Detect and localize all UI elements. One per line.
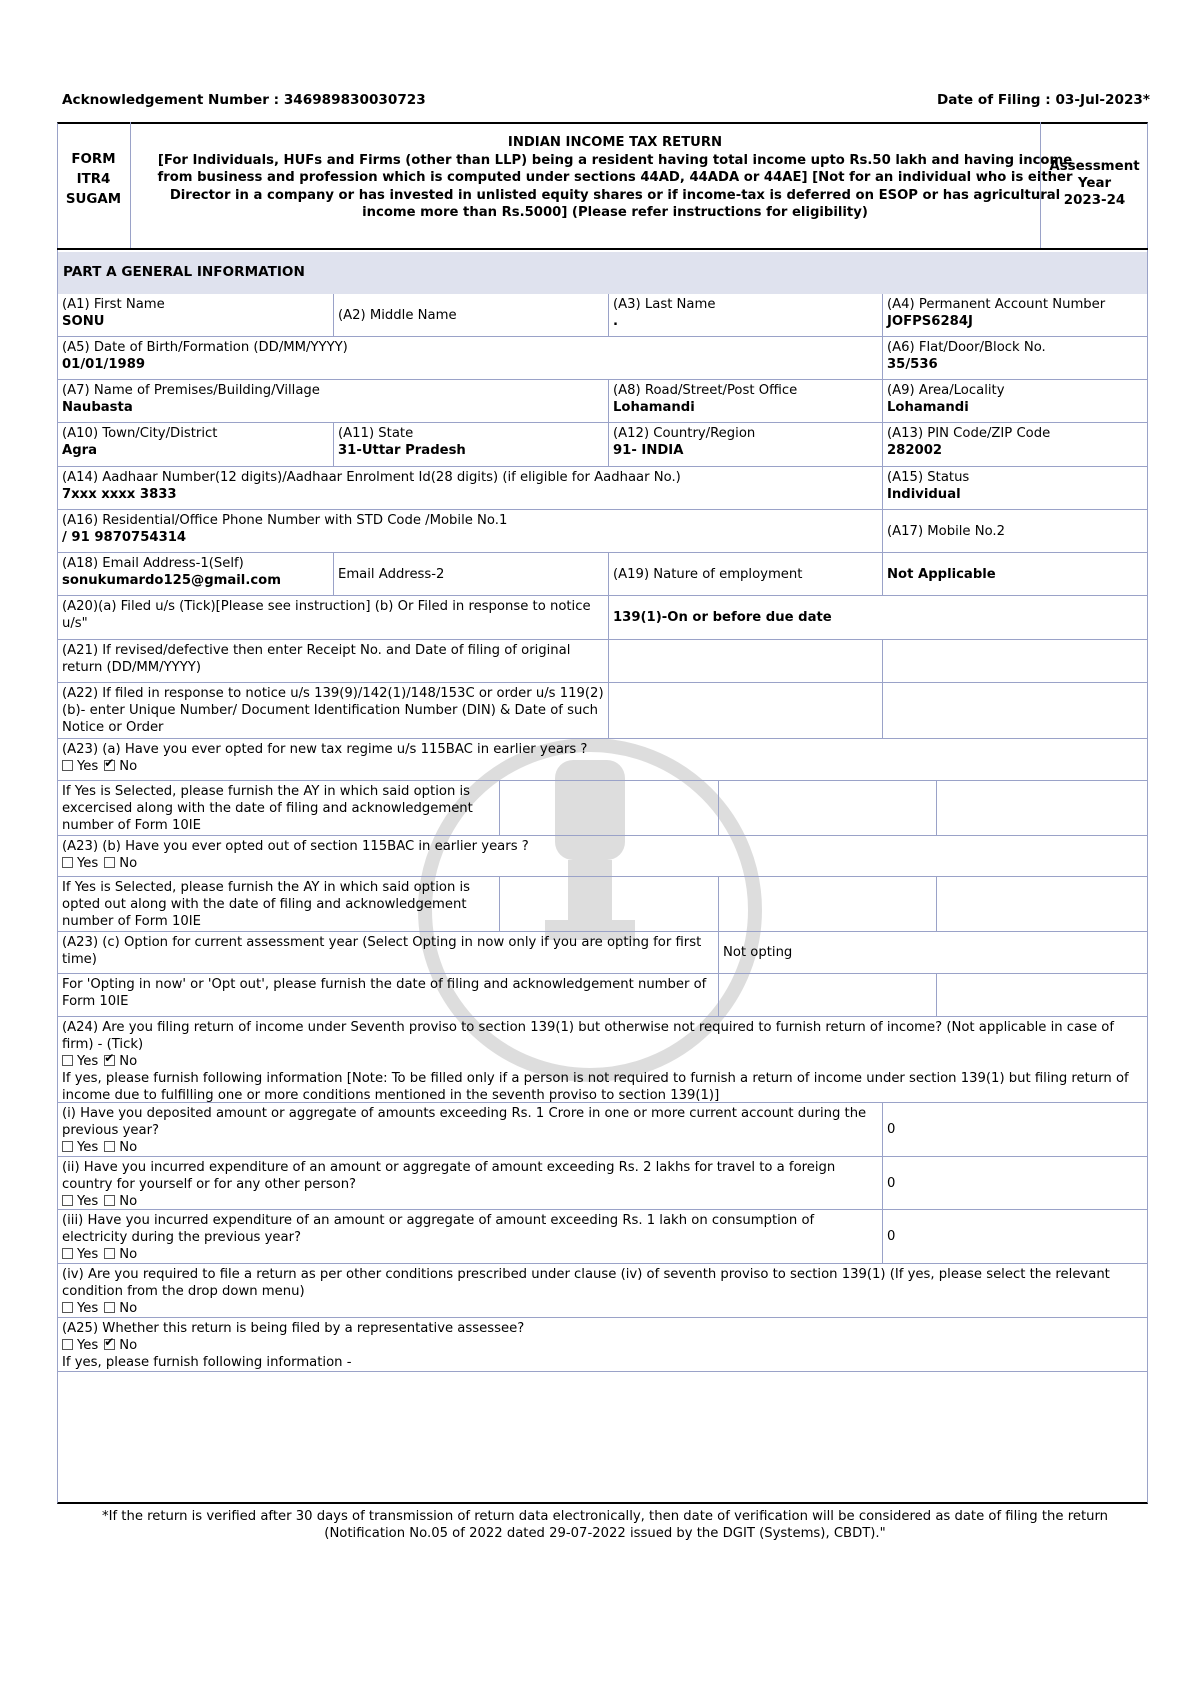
assessment-year (1040, 122, 1148, 248)
ack-label: Acknowledgement Number : (62, 92, 280, 108)
ack-value: 346989830030723 (283, 92, 426, 108)
no-option (104, 1338, 143, 1353)
q3-no-checkbox[interactable] (104, 1248, 115, 1259)
new-tax-regime-date (719, 781, 937, 836)
field-notice-din (609, 683, 883, 739)
yes-option (62, 1140, 104, 1155)
question-opted-out (58, 836, 1147, 877)
field-last-name (609, 294, 883, 337)
field-label: (A13) PIN Code/ZIP Code (887, 426, 1051, 441)
field-value: 0 (887, 1175, 896, 1191)
question-current-account-deposit (58, 1103, 883, 1157)
part-a-header: PART A GENERAL INFORMATION (58, 252, 1147, 294)
field-phone (58, 510, 883, 553)
field-filed-under-section-value (609, 596, 1147, 640)
option-label: No (119, 1140, 138, 1155)
field-value: Not opting (723, 945, 793, 960)
date-of-filing (937, 92, 1150, 108)
option-label: No (119, 1247, 138, 1262)
field-value: 282002 (887, 443, 943, 458)
question-label: (A23) (c) Option for current assessment year (Select Opting in now only if you are opting for first time) (62, 935, 702, 967)
question-label: (A23) (b) Have you ever opted out of section 115BAC in earlier years ? (62, 839, 529, 854)
form-subtitle-text: [For Individuals, HUFs and Firms (other than LLP) being a resident having total income upto Rs.50 lakh and having income from business and profession which is computed under sections 44AD, 44ADA or 44AE] [Not for an individual who is either Director in a company or has invested in unlisted equity shares or if income-tax is deferred on ESOP or has agricultural income more than Rs.5000] (Please refer instructions for eligibility) (157, 152, 1073, 220)
q4-yes-checkbox[interactable] (62, 1302, 73, 1313)
field-label: If Yes is Selected, please furnish the AY in which said option is excercised along with the date of filing and acknowledgement number of Form 10IE (62, 784, 473, 833)
yes-option (62, 1301, 104, 1316)
q2-yes-checkbox[interactable] (62, 1195, 73, 1206)
a23a-yes-checkbox[interactable] (62, 760, 73, 771)
field-premises (58, 380, 609, 423)
option-label: Yes (77, 1054, 99, 1069)
question-current-year-option (58, 932, 719, 974)
ay-line: Assessment (1049, 159, 1140, 174)
field-label: (A21) If revised/defective then enter Receipt No. and Date of filing of original return (DD/MM/YYYY) (62, 643, 571, 675)
question-other-conditions (58, 1264, 1147, 1318)
field-value: 31-Uttar Pradesh (338, 443, 466, 458)
field-value: JOFPS6284J (887, 314, 973, 329)
field-revised-receipt (609, 640, 883, 683)
footnote: *If the return is verified after 30 days of transmission of return data electronically, then date of verification will be considered as date of filing the return (Notification No.05 of 2022 dated 29-07-2022 issued by the DGIT (Systems), CBDT)." (101, 1509, 1109, 1541)
field-middle-name (334, 294, 609, 337)
q4-no-checkbox[interactable] (104, 1302, 115, 1313)
field-mobile-2 (883, 510, 1147, 553)
field-label: (A17) Mobile No.2 (887, 523, 1006, 539)
field-nature-of-employment-value (883, 553, 1147, 596)
yes-option (62, 759, 104, 774)
ay-line: Year (1077, 176, 1112, 191)
option-label: Yes (77, 1338, 99, 1353)
field-aadhaar (58, 467, 883, 510)
field-label: (A10) Town/City/District (62, 426, 218, 441)
field-label: (A5) Date of Birth/Formation (DD/MM/YYYY) (62, 340, 348, 355)
current-year-option-details (58, 974, 719, 1017)
field-label: (A16) Residential/Office Phone Number with STD Code /Mobile No.1 (62, 513, 508, 528)
question-foreign-travel (58, 1157, 883, 1210)
current-year-option-value (719, 932, 1147, 974)
field-label: (A8) Road/Street/Post Office (613, 383, 798, 398)
a24-yes-checkbox[interactable] (62, 1055, 73, 1066)
field-notice-date (883, 683, 1147, 739)
question-label: (A23) (a) Have you ever opted for new tax regime u/s 115BAC in earlier years ? (62, 742, 588, 757)
field-filed-under-section (58, 596, 609, 640)
question-seventh-proviso (58, 1017, 1147, 1103)
field-value: Not Applicable (887, 566, 996, 582)
question-note: If yes, please furnish following information [Note: To be filled only if a person is not required to furnish a return of income under section 139(1) but filing return of income due to fulfilling one or more conditions mentioned in the seventh proviso to section 139(1)] (62, 1071, 1129, 1103)
field-status (883, 467, 1147, 510)
yes-option (62, 1338, 104, 1353)
new-tax-regime-ay (500, 781, 719, 836)
field-label: (A20)(a) Filed u/s (Tick)[Please see instruction] (b) Or Filed in response to notice u/s" (62, 599, 591, 631)
field-revised-return (58, 640, 609, 683)
opted-out-details (58, 877, 500, 932)
question-new-tax-regime (58, 739, 1147, 781)
field-value: sonukumardo125@gmail.com (62, 573, 281, 588)
option-label: No (119, 1338, 138, 1353)
field-label: (A2) Middle Name (338, 307, 457, 323)
field-flat-door (883, 337, 1147, 380)
form-id-line: FORM (71, 152, 116, 167)
field-country (609, 423, 883, 467)
new-tax-regime-ack (937, 781, 1147, 836)
field-pin-code (883, 423, 1147, 467)
field-value: / 91 9870754314 (62, 530, 187, 545)
option-label: No (119, 759, 138, 774)
filing-label: Date of Filing : (936, 92, 1051, 108)
electricity-amount (883, 1210, 1147, 1264)
new-tax-regime-details (58, 781, 500, 836)
no-option (104, 1247, 143, 1262)
q2-no-checkbox[interactable] (104, 1195, 115, 1206)
option-label: No (119, 1194, 138, 1209)
field-value: Lohamandi (613, 400, 695, 415)
field-value: 35/536 (887, 357, 938, 372)
q1-no-checkbox[interactable] (104, 1141, 115, 1152)
opted-out-ay (500, 877, 719, 932)
form-title-box (57, 122, 1148, 250)
form-title (131, 122, 1099, 248)
field-label: (A18) Email Address-1(Self) (62, 556, 244, 571)
yes-option (62, 856, 104, 871)
a23a-no-checkbox[interactable] (104, 760, 115, 771)
yes-option (62, 1194, 104, 1209)
field-value: 0 (887, 1229, 896, 1244)
opted-out-date (719, 877, 937, 932)
field-road-street (609, 380, 883, 423)
option-label: No (119, 1301, 138, 1316)
option-label: Yes (77, 856, 99, 871)
field-state (334, 423, 609, 467)
field-label: (A19) Nature of employment (613, 566, 803, 582)
field-label: (A11) State (338, 426, 414, 441)
no-option (104, 1140, 143, 1155)
field-pan (883, 294, 1147, 337)
field-date-of-birth (58, 337, 883, 380)
field-label: If Yes is Selected, please furnish the AY in which said option is opted out along with the date of filing and acknowledgement number of Form 10IE (62, 880, 471, 929)
question-representative-assessee (58, 1318, 1147, 1372)
question-label: (A25) Whether this return is being filed by a representative assessee? (62, 1321, 525, 1336)
field-label: (A6) Flat/Door/Block No. (887, 340, 1046, 355)
acknowledgement-number (62, 92, 426, 108)
no-option (104, 1054, 143, 1069)
question-label: (i) Have you deposited amount or aggregate of amounts exceeding Rs. 1 Crore in one or more current account during the previous year? (62, 1106, 867, 1138)
field-label: (A7) Name of Premises/Building/Village (62, 383, 320, 398)
field-value: Individual (887, 487, 961, 502)
option-label: Yes (77, 1247, 99, 1262)
opted-out-ack (937, 877, 1147, 932)
field-value: 91- INDIA (613, 443, 684, 458)
option-label: No (119, 856, 138, 871)
field-value: SONU (62, 314, 105, 329)
form-id-line: SUGAM (65, 192, 122, 207)
field-label: (A12) Country/Region (613, 426, 756, 441)
option-label: Yes (77, 1140, 99, 1155)
field-revised-date (883, 640, 1147, 683)
field-email-2 (334, 553, 609, 596)
field-label: (A3) Last Name (613, 297, 716, 312)
field-value: Lohamandi (887, 400, 969, 415)
no-option (104, 856, 143, 871)
current-year-option-date (719, 974, 937, 1017)
yes-option (62, 1054, 104, 1069)
field-town-city (58, 423, 334, 467)
field-value: 0 (887, 1122, 896, 1137)
q3-yes-checkbox[interactable] (62, 1248, 73, 1259)
field-notice-response (58, 683, 609, 739)
question-electricity (58, 1210, 883, 1264)
q1-yes-checkbox[interactable] (62, 1141, 73, 1152)
a25-no-checkbox[interactable] (104, 1339, 115, 1350)
field-label: For 'Opting in now' or 'Opt out', please furnish the date of filing and acknowledgement number of Form 10IE (62, 977, 707, 1009)
a25-yes-checkbox[interactable] (62, 1339, 73, 1350)
no-option (104, 1301, 143, 1316)
field-label: (A9) Area/Locality (887, 383, 1005, 398)
field-first-name (58, 294, 334, 337)
filing-value: 03-Jul-2023* (1055, 92, 1150, 108)
question-note: If yes, please furnish following information - (62, 1355, 352, 1370)
a24-no-checkbox[interactable] (104, 1055, 115, 1066)
field-label: (A4) Permanent Account Number (887, 297, 1106, 312)
field-nature-of-employment (609, 553, 883, 596)
option-label: Yes (77, 1194, 99, 1209)
option-label: Yes (77, 759, 99, 774)
question-label: (ii) Have you incurred expenditure of an amount or aggregate of amount exceeding Rs. 2 lakhs for travel to a foreign country for yourself or for any other person? (62, 1160, 836, 1192)
field-value: 139(1)-On or before due date (613, 610, 832, 625)
question-label: (iv) Are you required to file a return as per other conditions prescribed under clause (iv) of seventh proviso to section 139(1) (If yes, please select the relevant condition from the drop down menu) (62, 1267, 1110, 1299)
field-label: Email Address-2 (338, 566, 445, 582)
yes-option (62, 1247, 104, 1262)
field-email-1 (58, 553, 334, 596)
field-label: (A14) Aadhaar Number(12 digits)/Aadhaar Enrolment Id(28 digits) (if eligible for Aadhaar No.) (62, 470, 681, 485)
foreign-travel-amount (883, 1157, 1147, 1210)
option-label: Yes (77, 1301, 99, 1316)
ay-line: 2023-24 (1063, 193, 1126, 208)
a23b-yes-checkbox[interactable] (62, 857, 73, 868)
no-option (104, 1194, 143, 1209)
current-account-deposit-amount (883, 1103, 1147, 1157)
form-id-line: ITR4 (76, 172, 111, 187)
form-title-text: INDIAN INCOME TAX RETURN (507, 135, 723, 150)
field-value: Agra (62, 443, 98, 458)
question-label: (iii) Have you incurred expenditure of an amount or aggregate of amount exceeding Rs. 1 lakh on consumption of electricity during the previous year? (62, 1213, 815, 1245)
field-value: Naubasta (62, 400, 133, 415)
field-value: . (613, 314, 619, 329)
field-label: (A22) If filed in response to notice u/s 139(9)/142(1)/148/153C or order u/s 119(2)(b)- enter Unique Number/ Document Identification Number (DIN) & Date of such Notice or Order (62, 686, 604, 735)
no-option (104, 759, 143, 774)
a23b-no-checkbox[interactable] (104, 857, 115, 868)
field-value: 7xxx xxxx 3833 (62, 487, 177, 502)
field-value: 01/01/1989 (62, 357, 146, 372)
option-label: No (119, 1054, 138, 1069)
field-area-locality (883, 380, 1147, 423)
field-label: (A1) First Name (62, 297, 165, 312)
question-label: (A24) Are you filing return of income under Seventh proviso to section 139(1) but otherwise not required to furnish return of income? (Not applicable in case of firm) - (Tick) (62, 1020, 1115, 1052)
form-id (57, 122, 131, 248)
current-year-option-ack (937, 974, 1147, 1017)
field-label: (A15) Status (887, 470, 970, 485)
